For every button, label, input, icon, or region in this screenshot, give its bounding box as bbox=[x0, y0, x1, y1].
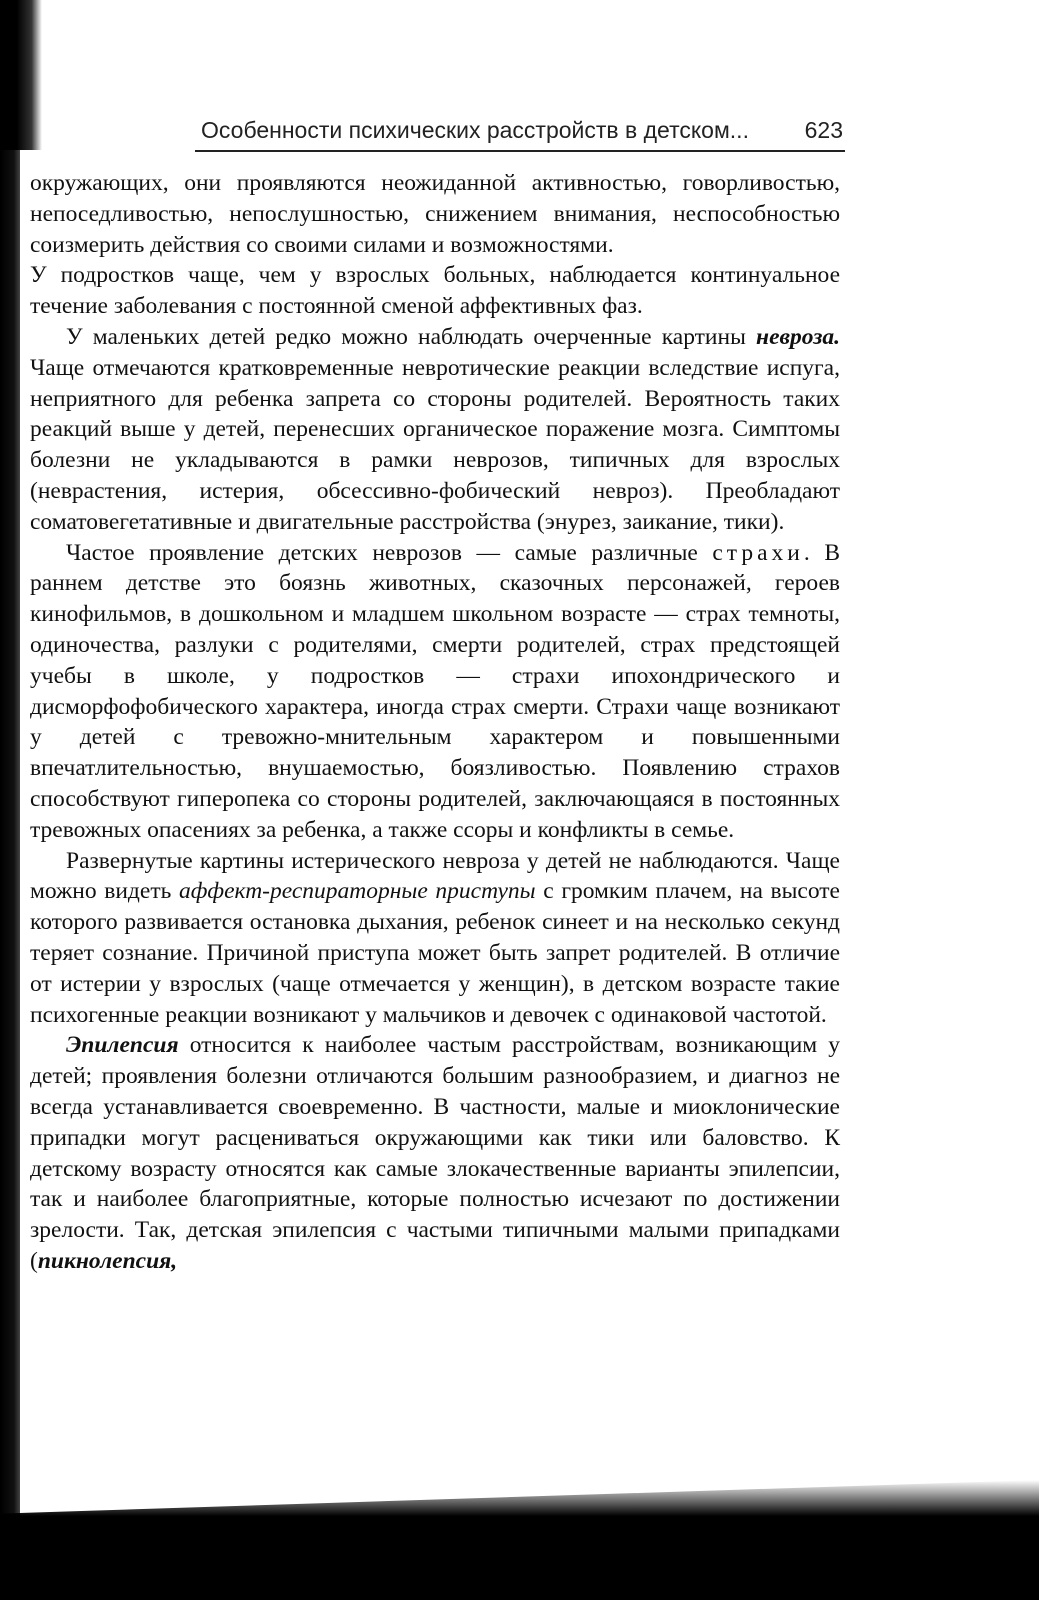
body-text bbox=[30, 168, 840, 1277]
paragraph-text: Частое проявление детских неврозов — самые различные bbox=[66, 539, 713, 566]
running-header bbox=[195, 110, 845, 152]
paragraph-text: Развернутые картины истерического невроза у детей не наблюдаются. Чаще можно видеть bbox=[30, 847, 840, 905]
paragraph-text: У подростков чаще, чем у взрослых больных, наблюдается континуальное течение заболевания с постоянной сменой аффективных фаз. bbox=[30, 262, 840, 320]
term-pyknolepsy: пикнолепсия, bbox=[37, 1247, 178, 1274]
paragraph-5 bbox=[30, 846, 840, 1031]
paragraph-1 bbox=[30, 168, 840, 260]
scan-binding-edge bbox=[0, 0, 20, 1600]
running-title: Особенности психических расстройств в детском... bbox=[201, 117, 749, 143]
term-fears: страхи bbox=[712, 539, 804, 566]
page-number: 623 bbox=[804, 117, 843, 143]
paragraph-text: Чаще отмечаются кратковременные невротические реакции вследствие испуга, неприятного для ребенка запрета со стороны родителей. Вероятность таких реакций выше у детей, перенесших органическое поражение мозга. Симптомы болезни не укладываются в рамки неврозов, типичных для взрослых (неврастения, истерия, обсессивно-фобический невроз). Преобладают соматовегетативные и двигательные расстройства (энурез, заикание, тики). bbox=[30, 354, 840, 535]
paragraph-2 bbox=[30, 260, 840, 322]
paragraph-4 bbox=[30, 538, 840, 846]
term-epilepsy: Эпилепсия bbox=[66, 1032, 179, 1059]
term-neurosis: невроза. bbox=[756, 323, 840, 350]
term-affect-respiratory: аффект-респираторные приступы bbox=[178, 878, 536, 905]
paragraph-text: с громким плачем, на высоте которого развивается остановка дыхания, ребенок синеет и на несколько секунд теряет сознание. Причиной приступа может быть запрет родителей. В отличие от истерии у взрослых (чаще отмечается у женщин), в детском возрасте такие психогенные реакции возникают у мальчиков и девочек с одинаковой частотой. bbox=[30, 878, 840, 1028]
scan-bottom-shadow bbox=[0, 1480, 1039, 1600]
scan-binding-shadow bbox=[0, 0, 42, 150]
paragraph-text: . В раннем детстве это боязнь животных, сказочных персонажей, героев кинофильмов, в дошкольном и младшем школьном возрасте — страх темноты, одиночества, разлуки с родителями, смерти родителей, страх предстоящей учебы в школе, у подростков — страхи ипохондрического и дисморфофобического характера, иногда страх смерти. Страхи чаще возникают у детей с тревожно-мнительным характером и повышенными впечатлительностью, внушаемостью, боязливостью. Появлению страхов способствуют гиперопека со стороны родителей, заключающаяся в постоянных тревожных опасениях за ребенка, а также ссоры и конфликты в семье. bbox=[30, 539, 840, 843]
paragraph-text: относится к наиболее частым расстройствам, возникающим у детей; проявления болезни отличаются большим разнообразием, и диагноз не всегда устанавливается своевременно. В частности, малые и миоклонические припадки могут расцениваться окружающими как тики или баловство. К детскому возрасту относятся как самые злокачественные варианты эпилепсии, так и наиболее благоприятные, которые полностью исчезают по достижении зрелости. Так, детская эпилепсия с частыми типичными малыми припадками ( bbox=[30, 1032, 840, 1274]
paragraph-6 bbox=[30, 1030, 840, 1276]
paragraph-text: У маленьких детей редко можно наблюдать очерченные картины bbox=[66, 323, 757, 350]
paragraph-3 bbox=[30, 322, 840, 538]
paragraph-text: окружающих, они проявляются неожиданной активностью, говорливостью, непоседливостью, непослушностью, снижением внимания, неспособностью соизмерить действия со своими силами и возможностями. bbox=[30, 170, 840, 258]
